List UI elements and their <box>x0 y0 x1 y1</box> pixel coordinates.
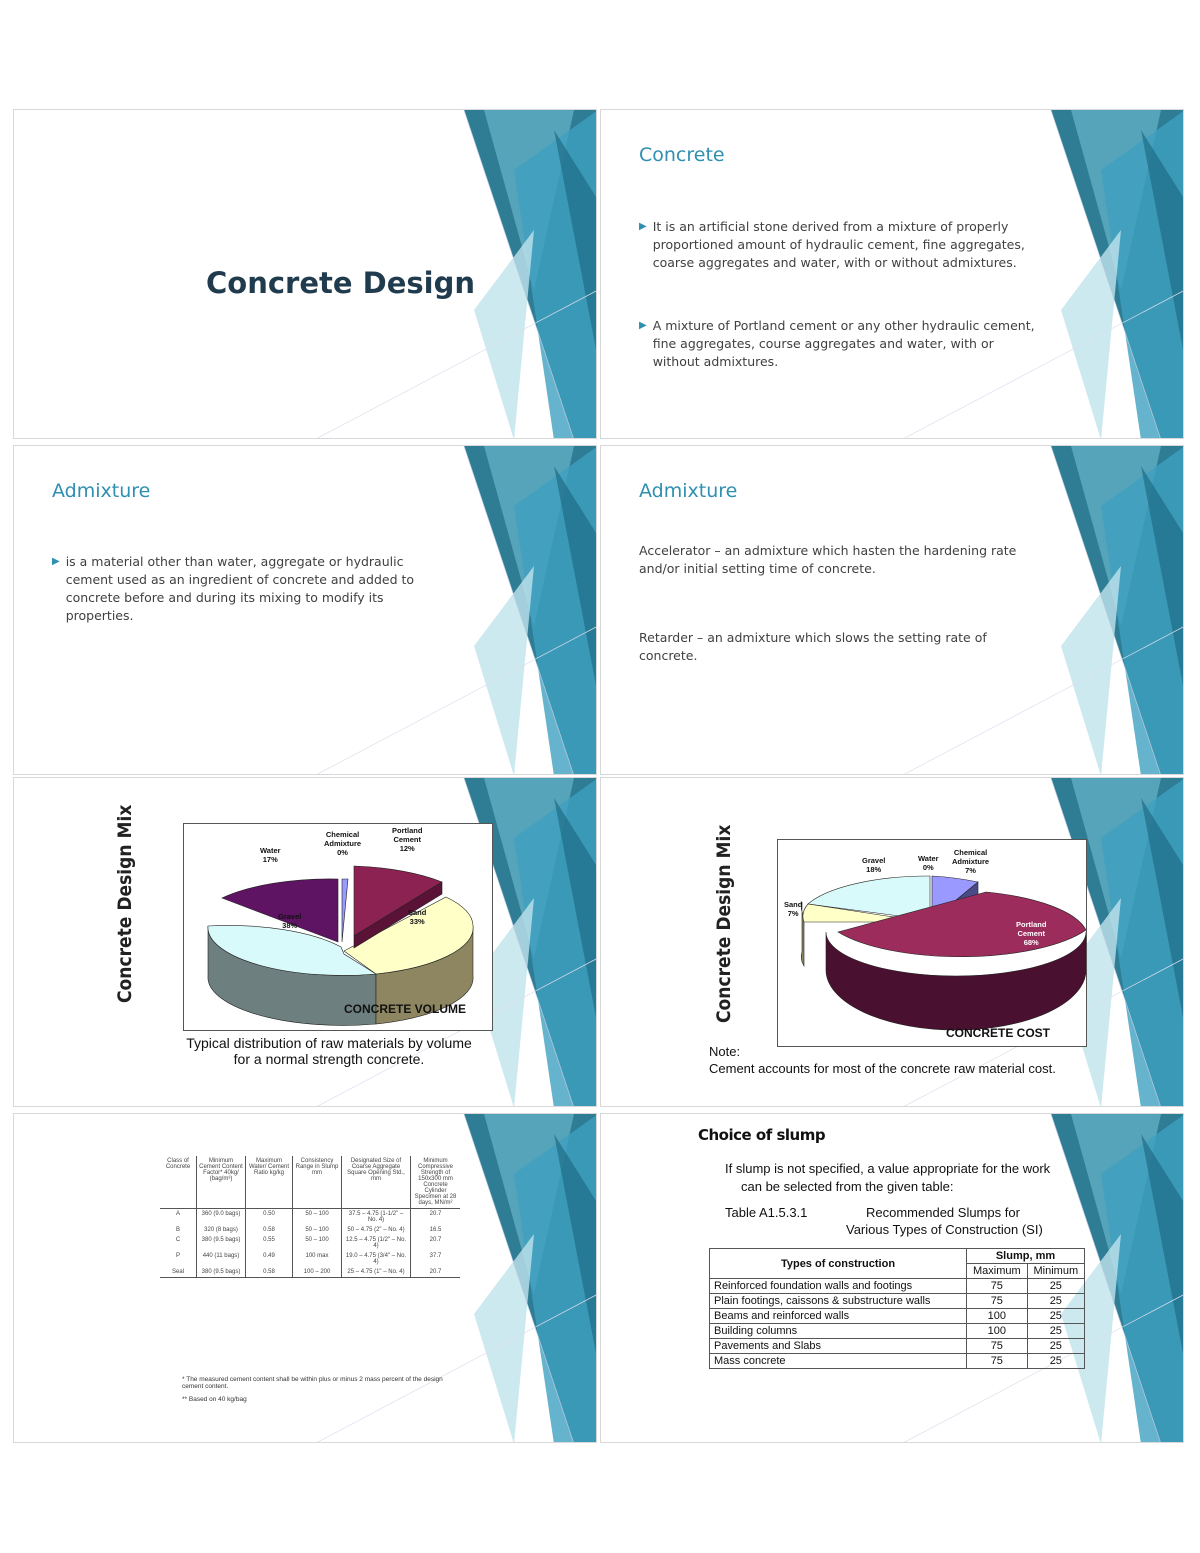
pie-slice-admixture <box>342 879 348 942</box>
bullet-item <box>639 218 1039 272</box>
slide-choice-of-slump <box>600 1113 1184 1443</box>
table-header: Minimum <box>1027 1264 1084 1279</box>
label-portland: Portland Cement 12% <box>392 826 423 853</box>
table-cell: 0.55 <box>246 1235 293 1251</box>
table-cell: 37.7 <box>411 1251 461 1267</box>
slide-concrete-cost <box>600 777 1184 1107</box>
table-header-row <box>710 1249 1085 1264</box>
label-sand: Sand 33% <box>408 908 427 926</box>
slide-concrete-volume <box>13 777 597 1107</box>
table-footnote-2: ** Based on 40 kg/bag <box>182 1396 247 1403</box>
slide-admixture-types <box>600 445 1184 775</box>
table-cell: 100 max <box>293 1251 342 1267</box>
table-cell: 25 <box>1027 1294 1084 1309</box>
table-footnote-1: * The measured cement content shall be within plus or minus 2 mass percent of the design cement content. <box>182 1376 443 1390</box>
table-header: Maximum <box>967 1264 1028 1279</box>
table-cell: 20.7 <box>411 1235 461 1251</box>
table-cell: 380 (9.5 bags) <box>197 1267 246 1278</box>
table-cell: 380 (9.5 bags) <box>197 1235 246 1251</box>
table-cell: C <box>175 1237 181 1243</box>
table-header: Class of Concrete <box>165 1158 191 1170</box>
table-cell: P <box>175 1253 180 1259</box>
table-row <box>710 1324 1085 1339</box>
caption-line-1: Typical distribution of raw materials by volume <box>186 1035 472 1051</box>
table-cell: 50 – 100 <box>293 1209 342 1226</box>
table-header: Types of construction <box>710 1249 967 1279</box>
intro-line-1: If slump is not specified, a value appropriate for the work <box>725 1161 1051 1176</box>
bullet-item <box>52 553 442 625</box>
table-cell: 25 <box>1027 1279 1084 1294</box>
slide-heading: Concrete <box>639 144 725 166</box>
intro-line-2: can be selected from the given table: <box>741 1179 954 1194</box>
table-cell: 16.5 <box>411 1225 461 1235</box>
table-cell: 0.58 <box>246 1267 293 1278</box>
table-row <box>160 1209 460 1226</box>
slide-heading: Admixture <box>639 480 738 502</box>
table-id: Table A1.5.3.1 <box>725 1205 808 1220</box>
table-cell: 50 – 100 <box>293 1235 342 1251</box>
table-header: Minimum Cement Content Factor* 40kg/ (bag/m³) <box>197 1156 246 1209</box>
table-title-line-1: Recommended Slumps for <box>866 1205 1020 1220</box>
table-cell: 100 – 200 <box>293 1267 342 1278</box>
slide-title-text: Concrete Design <box>206 266 475 300</box>
bullet-arrow-icon: ▶ <box>52 556 60 567</box>
table-row <box>160 1267 460 1278</box>
table-cell: 50 – 100 <box>293 1225 342 1235</box>
label-water: Water 17% <box>260 846 281 864</box>
label-admixture: Chemical Admixture 7% <box>952 848 990 875</box>
bullet-text: A mixture of Portland cement or any other hydraulic cement, fine aggregates, course aggregates and water, with or without admixtures. <box>652 318 1035 369</box>
table-cell: Building columns <box>710 1324 967 1339</box>
table-cell: Mass concrete <box>710 1354 967 1369</box>
table-header: Consistency Range in Slump mm <box>293 1156 342 1209</box>
table-row <box>160 1251 460 1267</box>
side-title: Concrete Design Mix <box>713 824 735 1023</box>
slide-heading: Choice of slump <box>698 1126 826 1144</box>
bullet-arrow-icon: ▶ <box>639 320 647 331</box>
table-cell: 320 (8 bags) <box>197 1225 246 1235</box>
slide-concrete <box>600 109 1184 439</box>
retarder-text: Retarder – an admixture which slows the setting rate of concrete. <box>639 630 987 663</box>
table-cell: 75 <box>967 1294 1028 1309</box>
accelerator-text: Accelerator – an admixture which hasten the hardening rate and/or initial setting time of concrete. <box>639 543 1017 576</box>
table-row <box>710 1354 1085 1369</box>
label-gravel: Gravel 18% <box>862 856 886 874</box>
table-cell: Plain footings, caissons & substructure walls <box>710 1294 967 1309</box>
label-admixture: Chemical Admixture 0% <box>324 830 362 857</box>
bullet-arrow-icon: ▶ <box>639 221 647 232</box>
slide-admixture-definition <box>13 445 597 775</box>
table-cell: 0.49 <box>246 1251 293 1267</box>
slide-concrete-class-table <box>13 1113 597 1443</box>
table-row <box>710 1339 1085 1354</box>
table-cell: 25 <box>1027 1324 1084 1339</box>
table-cell: Pavements and Slabs <box>710 1339 967 1354</box>
table-cell: Beams and reinforced walls <box>710 1309 967 1324</box>
label-portland: Portland Cement 68% <box>1016 920 1047 947</box>
table-cell: 75 <box>967 1339 1028 1354</box>
slide-title <box>13 109 597 439</box>
table-row <box>710 1309 1085 1324</box>
label-sand: Sand 7% <box>784 900 803 918</box>
table-cell: 20.7 <box>411 1267 461 1278</box>
table-cell: 20.7 <box>411 1209 461 1226</box>
bullet-text: It is an artificial stone derived from a mixture of properly proportioned amount of hydraulic cement, fine aggregates, coarse aggregates and water, with or without admixtures. <box>652 219 1025 270</box>
table-cell: 440 (11 bags) <box>197 1251 246 1267</box>
table-header: Slump, mm <box>967 1249 1085 1264</box>
table-cell: 360 (9.0 bags) <box>197 1209 246 1226</box>
caption-line-2: for a normal strength concrete. <box>233 1051 425 1067</box>
table-cell: 25 <box>1027 1309 1084 1324</box>
table-header: Maximum Water/ Cement Ratio kg/kg <box>246 1156 293 1209</box>
table-cell: B <box>175 1227 180 1233</box>
table-cell: Seal <box>171 1269 184 1275</box>
table-cell: 12.5 – 4.75 (1/2" – No. 4) <box>342 1235 411 1251</box>
note-label: Note: <box>709 1044 741 1059</box>
table-cell: A <box>175 1211 180 1217</box>
table-cell: 0.58 <box>246 1225 293 1235</box>
table-cell: 19.0 – 4.75 (3/4" – No. 4) <box>342 1251 411 1267</box>
table-row <box>160 1235 460 1251</box>
table-cell: 0.50 <box>246 1209 293 1226</box>
table-cell: 75 <box>967 1354 1028 1369</box>
table-cell: 37.5 – 4.75 (1-1/2" – No. 4) <box>342 1209 411 1226</box>
slump-table <box>709 1248 1085 1369</box>
table-cell: 25 <box>1027 1339 1084 1354</box>
table-cell: 25 – 4.75 (1" – No. 4) <box>342 1267 411 1278</box>
table-cell: 50 – 4.75 (2" – No. 4) <box>342 1225 411 1235</box>
table-title-line-2: Various Types of Construction (SI) <box>846 1222 1043 1237</box>
slide-heading: Admixture <box>52 480 151 502</box>
label-gravel: Gravel 38% <box>278 912 302 930</box>
note-text: Cement accounts for most of the concrete raw material cost. <box>709 1061 1056 1076</box>
table-cell: 100 <box>967 1324 1028 1339</box>
chart-volume <box>183 823 493 1031</box>
table-cell: 25 <box>1027 1354 1084 1369</box>
chart-title: CONCRETE COST <box>946 1026 1051 1040</box>
chart-title: CONCRETE VOLUME <box>344 1002 467 1016</box>
concrete-class-table <box>160 1156 460 1278</box>
table-cell: Reinforced foundation walls and footings <box>710 1279 967 1294</box>
table-row <box>710 1279 1085 1294</box>
table-header-row <box>160 1156 460 1209</box>
table-header: Designated Size of Coarse Aggregate Square Opening Std., mm <box>342 1156 411 1209</box>
side-title: Concrete Design Mix <box>114 804 136 1003</box>
bullet-text: is a material other than water, aggregate or hydraulic cement used as an ingredient of concrete and added to concrete before and during its mixing to modify its properties. <box>65 554 415 623</box>
table-cell: 75 <box>967 1279 1028 1294</box>
label-water: Water 0% <box>918 854 939 872</box>
bullet-item <box>639 317 1039 371</box>
table-row <box>710 1294 1085 1309</box>
chart-caption <box>164 1035 494 1067</box>
chart-cost <box>777 839 1087 1047</box>
table-header: Minimum Compressive Strength of 150x300 mm Concrete Cylinder Specimen at 28 days, MN/m² <box>411 1156 461 1209</box>
table-cell: 100 <box>967 1309 1028 1324</box>
table-row <box>160 1225 460 1235</box>
